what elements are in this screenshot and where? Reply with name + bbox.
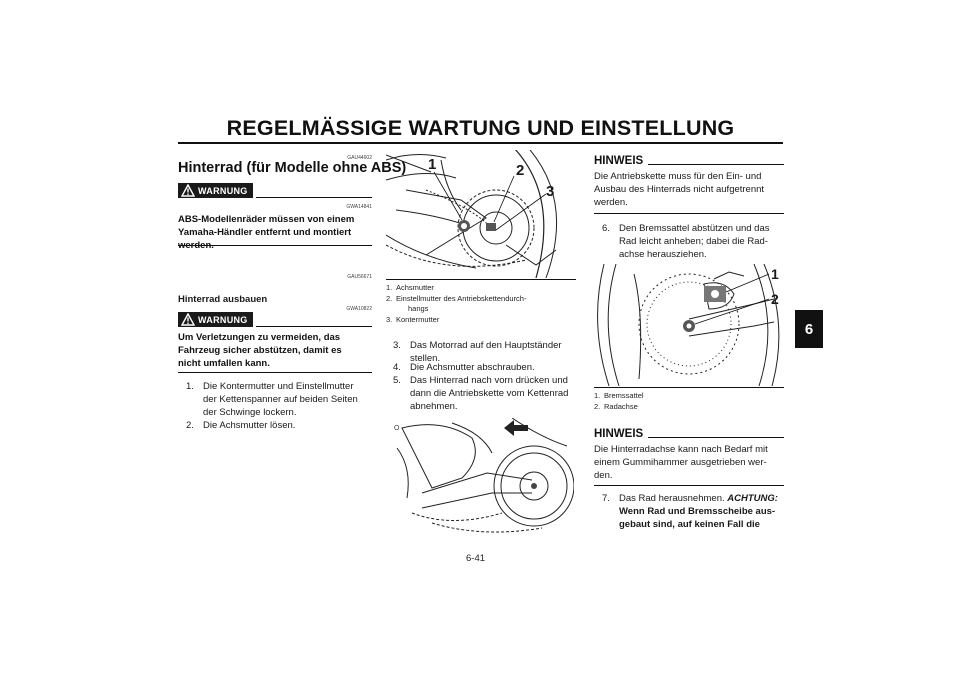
- warning-text-2: Um Verletzungen zu vermeiden, das Fahrzeug sicher abstützen, damit es nicht umfallen kann.: [178, 332, 342, 369]
- warning-banner-1: [178, 183, 372, 198]
- figure-remove-chain: [392, 418, 574, 538]
- figure-rule: [594, 387, 784, 388]
- figure-brake-caliper: [594, 264, 784, 386]
- warning-label: WARNUNG: [178, 183, 253, 198]
- step-7: 7. Das Rad herausnehmen. ACHTUNG: Wenn Rad und Bremsscheibe aus- gebaut sind, auf keinen Fall die: [602, 493, 778, 530]
- callout-1: 1: [428, 156, 437, 173]
- page-number: 6-41: [466, 553, 486, 564]
- step-1: 1. Die Kontermutter und Einstellmutter der Kettenspanner auf beiden Seiten der Schwinge lockern.: [186, 381, 358, 418]
- warning-label: WARNUNG: [178, 312, 253, 327]
- rear-wheel-chain-illustration: [386, 150, 576, 278]
- hinweis-end-rule: [594, 213, 784, 214]
- step-2: 2. Die Achsmutter lösen.: [186, 420, 296, 431]
- chapter-tab[interactable]: 6: [795, 310, 823, 348]
- doc-code: GAU44602: [347, 155, 372, 161]
- warning-triangle-icon: [181, 313, 195, 326]
- callout-2: 2: [771, 291, 779, 307]
- warning-triangle-icon: [181, 184, 195, 197]
- page-header-title: REGELMÄSSIGE WARTUNG UND EINSTELLUNG: [226, 116, 735, 140]
- callout-2: 2: [516, 162, 525, 179]
- warning-end-rule: [178, 372, 372, 373]
- hinweis-end-rule: [594, 485, 784, 486]
- figure-legend-1: 1. Achsmutter 2. Einstellmutter des Antriebskettendurch- hangs 3. Kontermutter: [386, 283, 527, 324]
- brake-caliper-illustration: [594, 264, 784, 386]
- callout-1: 1: [771, 266, 779, 282]
- hinweis-text-2: Die Hinterradachse kann nach Bedarf mit einem Gummihammer ausgetrieben wer- den.: [594, 444, 768, 481]
- step-5: 5. Das Hinterrad nach vorn drücken und dann die Antriebskette vom Kettenrad abnehmen.: [393, 375, 569, 412]
- warning-code: GWA10822: [346, 306, 372, 312]
- step-3: 3. Das Motorrad auf den Hauptständer stellen.: [393, 340, 562, 364]
- doc-code: GAU56671: [347, 274, 372, 280]
- step-4: 4. Die Achsmutter abschrauben.: [393, 362, 535, 373]
- section-heading: Hinterrad (für Modelle ohne ABS): [178, 160, 407, 176]
- chain-removal-illustration: [392, 418, 574, 538]
- warning-text-1: ABS-Modellenräder müssen von einem Yamaha-Händler entfernt und montiert werden.: [178, 214, 355, 251]
- arrow-icon: [504, 420, 528, 436]
- subheading: Hinterrad ausbauen: [178, 294, 268, 305]
- warning-end-rule: [178, 245, 372, 246]
- callout-3: 3: [546, 183, 555, 200]
- svg-text:O: O: [394, 425, 400, 432]
- figure-axle-nut: [386, 150, 576, 278]
- warning-banner-2: [178, 312, 372, 327]
- hinweis-text-1: Die Antriebskette muss für den Ein- und Ausbau des Hinterrads nicht aufgetrennt werden.: [594, 171, 765, 208]
- header-rule: [178, 142, 783, 144]
- figure-rule: [386, 279, 576, 280]
- hinweis-heading-1: HINWEIS: [594, 153, 784, 167]
- figure-legend-3: 1. Bremssattel 2. Radachse: [594, 391, 644, 411]
- warning-code: GWA14841: [346, 204, 372, 210]
- step-6: 6. Den Bremssattel abstützen und das Rad leicht anheben; dabei die Rad- achse herausziehen.: [602, 223, 770, 260]
- hinweis-heading-2: HINWEIS: [594, 426, 784, 440]
